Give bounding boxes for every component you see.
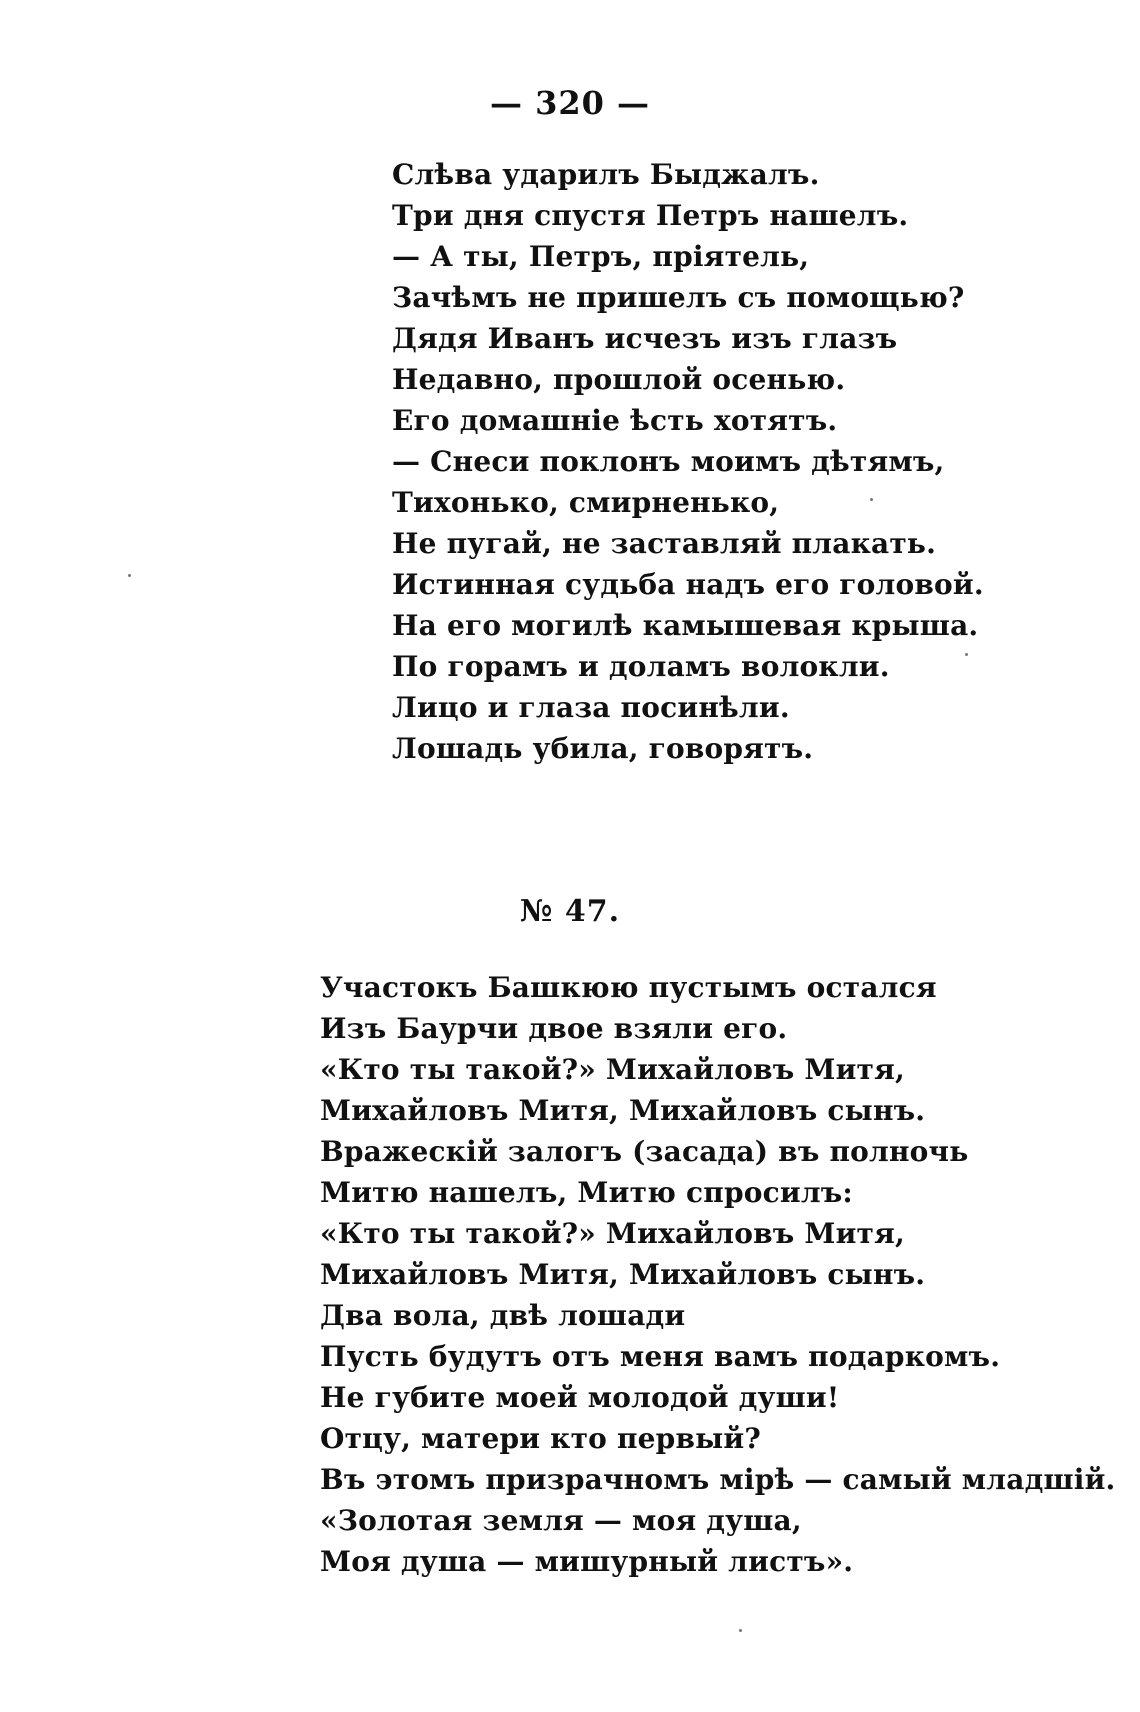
poem-line: Не губите моей молодой души! (320, 1381, 840, 1414)
poem-line: По горамъ и доламъ волокли. (392, 650, 890, 683)
poem-line: Михайловъ Митя, Михайловъ сынъ. (320, 1094, 926, 1127)
poem-line: Слѣва ударилъ Быджалъ. (392, 158, 820, 191)
paper-speck (870, 498, 873, 501)
poem-line: «Золотая земля — моя душа, (320, 1504, 802, 1537)
poem-line: Въ этомъ призрачномъ мірѣ — самый младшій. (320, 1463, 1116, 1496)
poem-line: Не пугай, не заставляй плакать. (392, 527, 937, 560)
poem-line: Дядя Иванъ исчезъ изъ глазъ (392, 322, 898, 355)
paper-speck (739, 1629, 742, 1632)
poem-line: «Кто ты такой?» Михайловъ Митя, (320, 1217, 905, 1250)
poem-line: Зачѣмъ не пришелъ съ помощью? (392, 281, 965, 314)
poem-line: Тихонько, смирненько, (392, 486, 780, 519)
section-heading: № 47. (519, 894, 621, 929)
poem-line: Три дня спустя Петръ нашелъ. (392, 199, 909, 232)
poem-line: Моя душа — мишурный листъ». (320, 1545, 854, 1578)
paper-speck (965, 653, 968, 656)
poem-line: Лошадь убила, говорятъ. (392, 732, 814, 765)
poem-line: Изъ Баурчи двое взяли его. (320, 1012, 788, 1045)
poem-line: — А ты, Петръ, пріятель, (392, 240, 810, 273)
poem-line: Недавно, прошлой осенью. (392, 363, 846, 396)
poem-line: — Снеси поклонъ моимъ дѣтямъ, (392, 445, 945, 478)
paper-speck (128, 574, 131, 577)
poem-line: Пусть будутъ отъ меня вамъ подаркомъ. (320, 1340, 1001, 1373)
page-number: — 320 — (489, 84, 651, 122)
poem-line: «Кто ты такой?» Михайловъ Митя, (320, 1053, 905, 1086)
poem-line: Лицо и глаза посинѣли. (392, 691, 790, 724)
poem-47 (320, 967, 1116, 1582)
poem-line: Отцу, матери кто первый? (320, 1422, 761, 1455)
poem-line: Михайловъ Митя, Михайловъ сынъ. (320, 1258, 926, 1291)
poem-line: Два вола, двѣ лошади (320, 1299, 686, 1332)
poem-line: Его домашніе ѣсть хотятъ. (392, 404, 838, 437)
poem-line: Вражескій залогъ (засада) въ полночь (320, 1135, 969, 1168)
poem-line: Истинная судьба надъ его головой. (392, 568, 984, 601)
poem-line: Митю нашелъ, Митю спросилъ: (320, 1176, 853, 1209)
poem-line: Участокъ Башкюю пустымъ остался (320, 971, 937, 1004)
poem-line: На его могилѣ камышевая крыша. (392, 609, 979, 642)
poem-continued (392, 154, 984, 769)
